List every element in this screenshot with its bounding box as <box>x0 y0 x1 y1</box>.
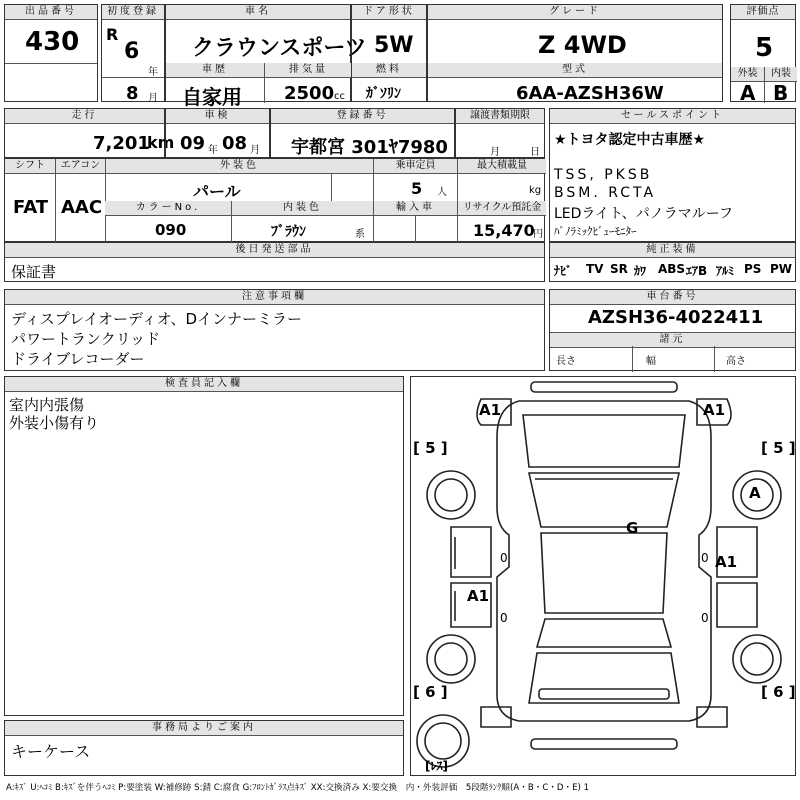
year-unit: 年 <box>148 67 158 78</box>
load-unit: kg <box>529 185 542 196</box>
fuel-label: 燃料 <box>352 63 426 78</box>
sales-line: BSM. RCTA <box>554 185 657 201</box>
office-box <box>4 720 404 776</box>
interior-color: ﾌﾞﾗｳﾝ <box>271 224 306 240</box>
notes-box <box>4 289 545 371</box>
tire-rear-right: [ 6 ] <box>761 683 796 701</box>
car-name: クラウンスポーツ <box>192 36 367 61</box>
tread-mark: 0 <box>701 611 709 625</box>
sales-line: ﾊﾟﾉﾗﾐｯｸﾋﾞｭｰﾓﾆﾀｰ <box>554 225 637 238</box>
ext-label: 外装 <box>731 67 764 82</box>
tread-mark: 0 <box>500 551 508 565</box>
score-label: 評価点 <box>731 5 795 20</box>
tire-front-left: [ 5 ] <box>413 439 448 457</box>
later-parts-label: 後日発送部品 <box>5 243 544 258</box>
import-label: 輸入車 <box>373 201 457 216</box>
tire-rear-left: [ 6 ] <box>413 683 448 701</box>
damage-mark: A <box>749 484 761 502</box>
damage-mark: A1 <box>703 401 726 419</box>
lot-number: 430 <box>25 27 80 57</box>
shift: FAT <box>13 197 49 218</box>
color-label: 外装色 <box>105 159 373 174</box>
notes-label: 注意事項欄 <box>5 290 544 305</box>
reg-label: 初度登録 <box>102 5 164 20</box>
history-label: 車歴 <box>166 63 264 78</box>
inspector-line: 室内内張傷 <box>9 396 85 414</box>
recycle-label: リサイクル預託金 <box>457 201 546 216</box>
mileage-unit: km <box>147 133 175 152</box>
spare-tire: [ﾚｽ] <box>425 759 448 773</box>
equipment-item: PW <box>770 262 793 276</box>
displacement: 2500 <box>284 83 335 104</box>
equipment-item: ｴｱB <box>686 264 708 278</box>
grade-label: グレード <box>428 5 722 20</box>
air-conditioner: AAC <box>61 197 103 218</box>
chassis-label: 車台番号 <box>550 290 795 305</box>
insp-year: 09 <box>180 133 206 154</box>
specs-label: 諸元 <box>550 332 795 348</box>
equipment-item: ﾅﾋﾞ <box>554 264 573 278</box>
overall-score: 5 <box>755 33 774 63</box>
name-label: 車名 <box>166 5 350 20</box>
month-unit: 月 <box>148 93 158 104</box>
equipment-item: TV <box>586 262 604 276</box>
equipment-item: ABS <box>658 262 686 276</box>
regno-label: 登録番号 <box>271 109 454 124</box>
damage-mark: G <box>626 519 639 537</box>
exterior-color: パール <box>193 182 241 201</box>
equipment-item: ｶﾜ <box>634 264 647 278</box>
transfer-day: 日 <box>530 147 540 158</box>
sales-label: セールスポイント <box>550 109 795 124</box>
note-line: ディスプレイオーディオ、Dインナーミラー <box>11 310 303 328</box>
damage-mark: A1 <box>715 553 738 571</box>
spec-height: 高さ <box>726 356 746 367</box>
mileage: 7,201 <box>93 133 150 154</box>
registration-box <box>101 4 165 102</box>
registration-number: 宇都宮 301ﾔ7980 <box>291 137 448 158</box>
chassis-box <box>549 289 796 371</box>
int-label: 内装 <box>764 67 797 82</box>
spec-length: 長さ <box>556 356 576 367</box>
inspection-box <box>165 108 270 158</box>
insp-year-unit: 年 <box>208 145 218 156</box>
colorno-label: カラーNo. <box>105 201 231 216</box>
sales-box <box>549 108 796 242</box>
era: R <box>106 25 119 44</box>
sales-line: TSS, PKSB <box>554 167 653 183</box>
office-label: 事務局よりご案内 <box>5 721 403 736</box>
insp-month-unit: 月 <box>250 145 260 156</box>
sales-line: LEDライト、パノラマルーフ <box>554 206 734 222</box>
regno-box <box>270 108 455 158</box>
displacement-unit: cc <box>334 91 345 102</box>
later-parts: 保証書 <box>11 263 57 281</box>
equipment-item: ｱﾙﾐ <box>716 264 735 278</box>
mileage-box <box>4 108 175 158</box>
reg-year: 6 <box>124 39 140 64</box>
car-box <box>165 4 367 109</box>
recycle-unit: 円 <box>533 229 543 240</box>
fuel: ｶﾞｿﾘﾝ <box>366 86 401 102</box>
equipment-box <box>549 242 796 282</box>
displacement-label: 排気量 <box>264 63 352 78</box>
exterior-grade: A <box>740 81 756 105</box>
damage-mark: A1 <box>479 401 502 419</box>
color-number: 090 <box>155 221 187 239</box>
lot-label: 出品番号 <box>5 5 97 20</box>
sales-line: ★トヨタ認定中古車歴★ <box>554 132 706 148</box>
door-box <box>351 4 427 102</box>
transfer-label: 譲渡書類期限 <box>456 109 544 124</box>
interior-grade: B <box>773 81 789 105</box>
interior-label: 内装色 <box>231 201 373 216</box>
grade-box <box>427 4 723 102</box>
car-history: 自家用 <box>182 85 242 109</box>
equipment-item: PS <box>744 262 762 276</box>
model-code: 6AA-AZSH36W <box>516 83 664 104</box>
capacity: 5 <box>411 179 423 198</box>
lot-box <box>4 4 98 102</box>
inspector-line: 外装小傷有り <box>9 414 100 432</box>
office-note: キーケース <box>11 742 91 761</box>
note-line: パワートランクリッド <box>11 330 161 348</box>
insp-month: 08 <box>222 133 248 154</box>
capacity-unit: 人 <box>437 187 447 198</box>
damage-diagram <box>410 376 796 776</box>
capacity-label: 乗車定員 <box>373 159 457 174</box>
inspection-label: 車検 <box>166 109 269 124</box>
later-parts-box <box>4 242 545 282</box>
score-box <box>730 4 796 105</box>
recycle-fee: 15,470 <box>473 221 535 240</box>
spec-width: 幅 <box>646 356 656 367</box>
damage-mark: A1 <box>467 587 490 605</box>
door-label: ドア形状 <box>352 5 426 20</box>
tire-front-right: [ 5 ] <box>761 439 796 457</box>
grade: Z 4WD <box>538 31 627 59</box>
note-line: ドライブレコーダー <box>11 350 145 368</box>
chassis-number: AZSH36-4022411 <box>588 307 764 328</box>
tread-mark: 0 <box>500 611 508 625</box>
transfer-box <box>455 108 545 158</box>
reg-month: 8 <box>126 83 139 104</box>
shift-label: シフト <box>5 159 55 174</box>
interior-unit: 系 <box>355 229 365 240</box>
door-type: 5W <box>374 33 414 58</box>
equipment-item: SR <box>610 262 628 276</box>
load-label: 最大積載量 <box>457 159 546 174</box>
ac-label: エアコン <box>55 159 105 174</box>
spec-grid <box>4 158 545 242</box>
inspector-box <box>4 376 404 716</box>
car-outline <box>411 377 797 777</box>
transfer-month: 月 <box>490 147 500 158</box>
model-label: 型式 <box>428 63 722 78</box>
tread-mark: 0 <box>701 551 709 565</box>
inspector-label: 検査員記入欄 <box>5 377 403 392</box>
legend: A:ｷｽﾞ U:ﾍｺﾐ B:ｷｽﾞを伴うﾍｺﾐ P:要塗装 W:補修跡 S:錆 C:腐食 G:ﾌﾛﾝﾄｶﾞﾗｽ点ｷｽﾞ XX:交換済み X:要交換 内・外装評価 5段階ﾗﾝｸ順(A・B・C・D・E) 1 <box>6 783 590 793</box>
mileage-label: 走行 <box>5 109 164 124</box>
equipment-label: 純正装備 <box>550 243 795 258</box>
